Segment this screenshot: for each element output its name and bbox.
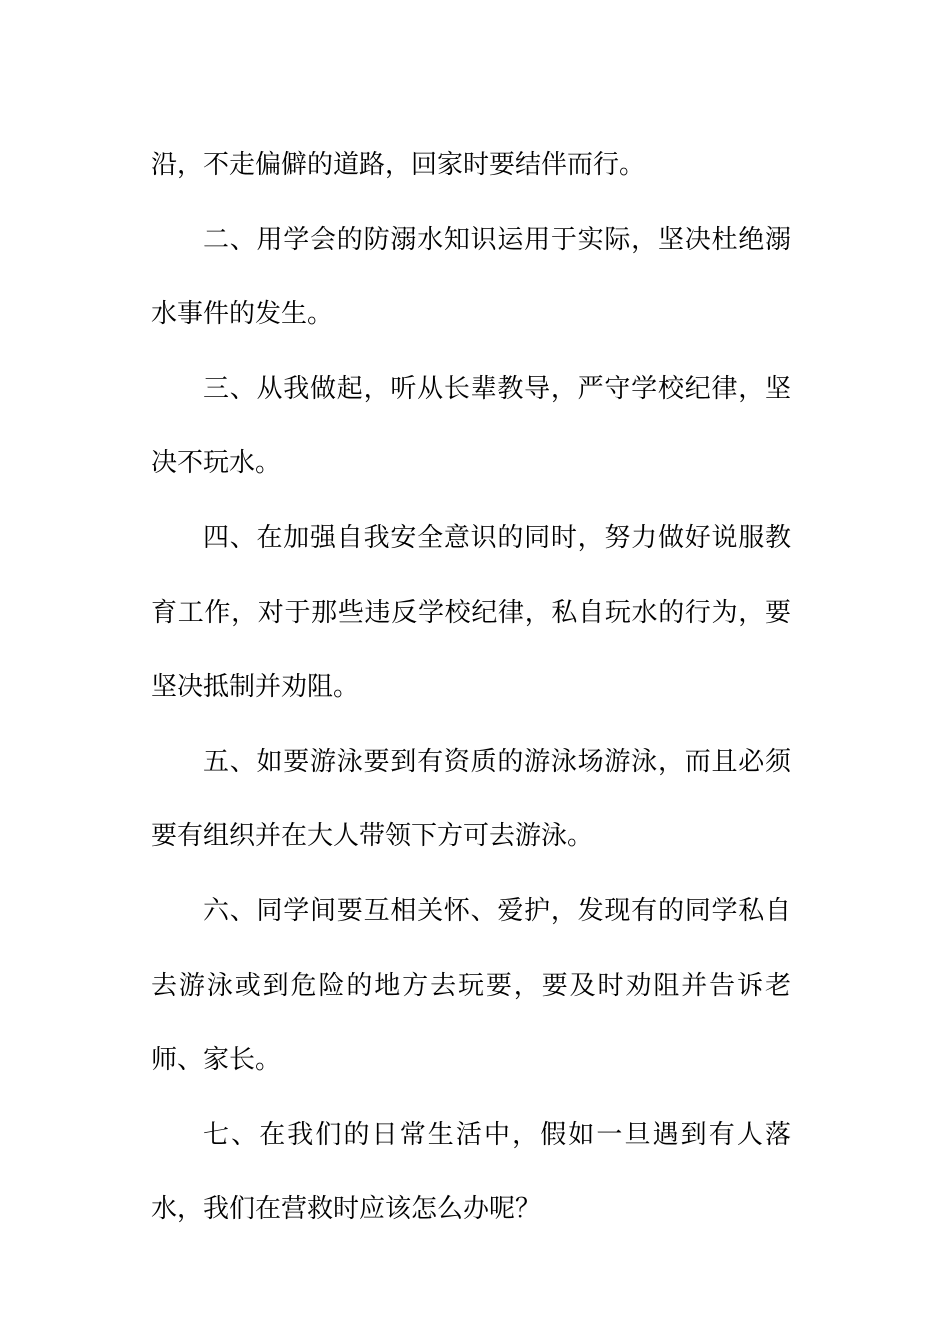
paragraph-item-2: 二、用学会的防溺水知识运用于实际，坚决杜绝溺水事件的发生。 [151, 224, 791, 330]
paragraph-item-5: 五、如要游泳要到有资质的游泳场游泳，而且必须要有组织并在大人带领下方可去游泳。 [151, 746, 791, 852]
paragraph-item-7: 七、在我们的日常生活中，假如一旦遇到有人落水，我们在营救时应该怎么办呢？ [151, 1119, 791, 1225]
paragraph-item-3: 三、从我做起，听从长辈教导，严守学校纪律，坚决不玩水。 [151, 373, 791, 479]
paragraph-continuation: 沿，不走偏僻的道路，回家时要结伴而行。 [151, 150, 646, 180]
paragraph-item-4: 四、在加强自我安全意识的同时，努力做好说服教育工作，对于那些违反学校纪律，私自玩水的行为，要坚决抵制并劝阻。 [151, 522, 791, 703]
document-body [151, 128, 791, 1247]
paragraph-item-6: 六、同学间要互相关怀、爱护，发现有的同学私自去游泳或到危险的地方去玩要，要及时劝阻并告诉老师、家长。 [151, 895, 791, 1076]
